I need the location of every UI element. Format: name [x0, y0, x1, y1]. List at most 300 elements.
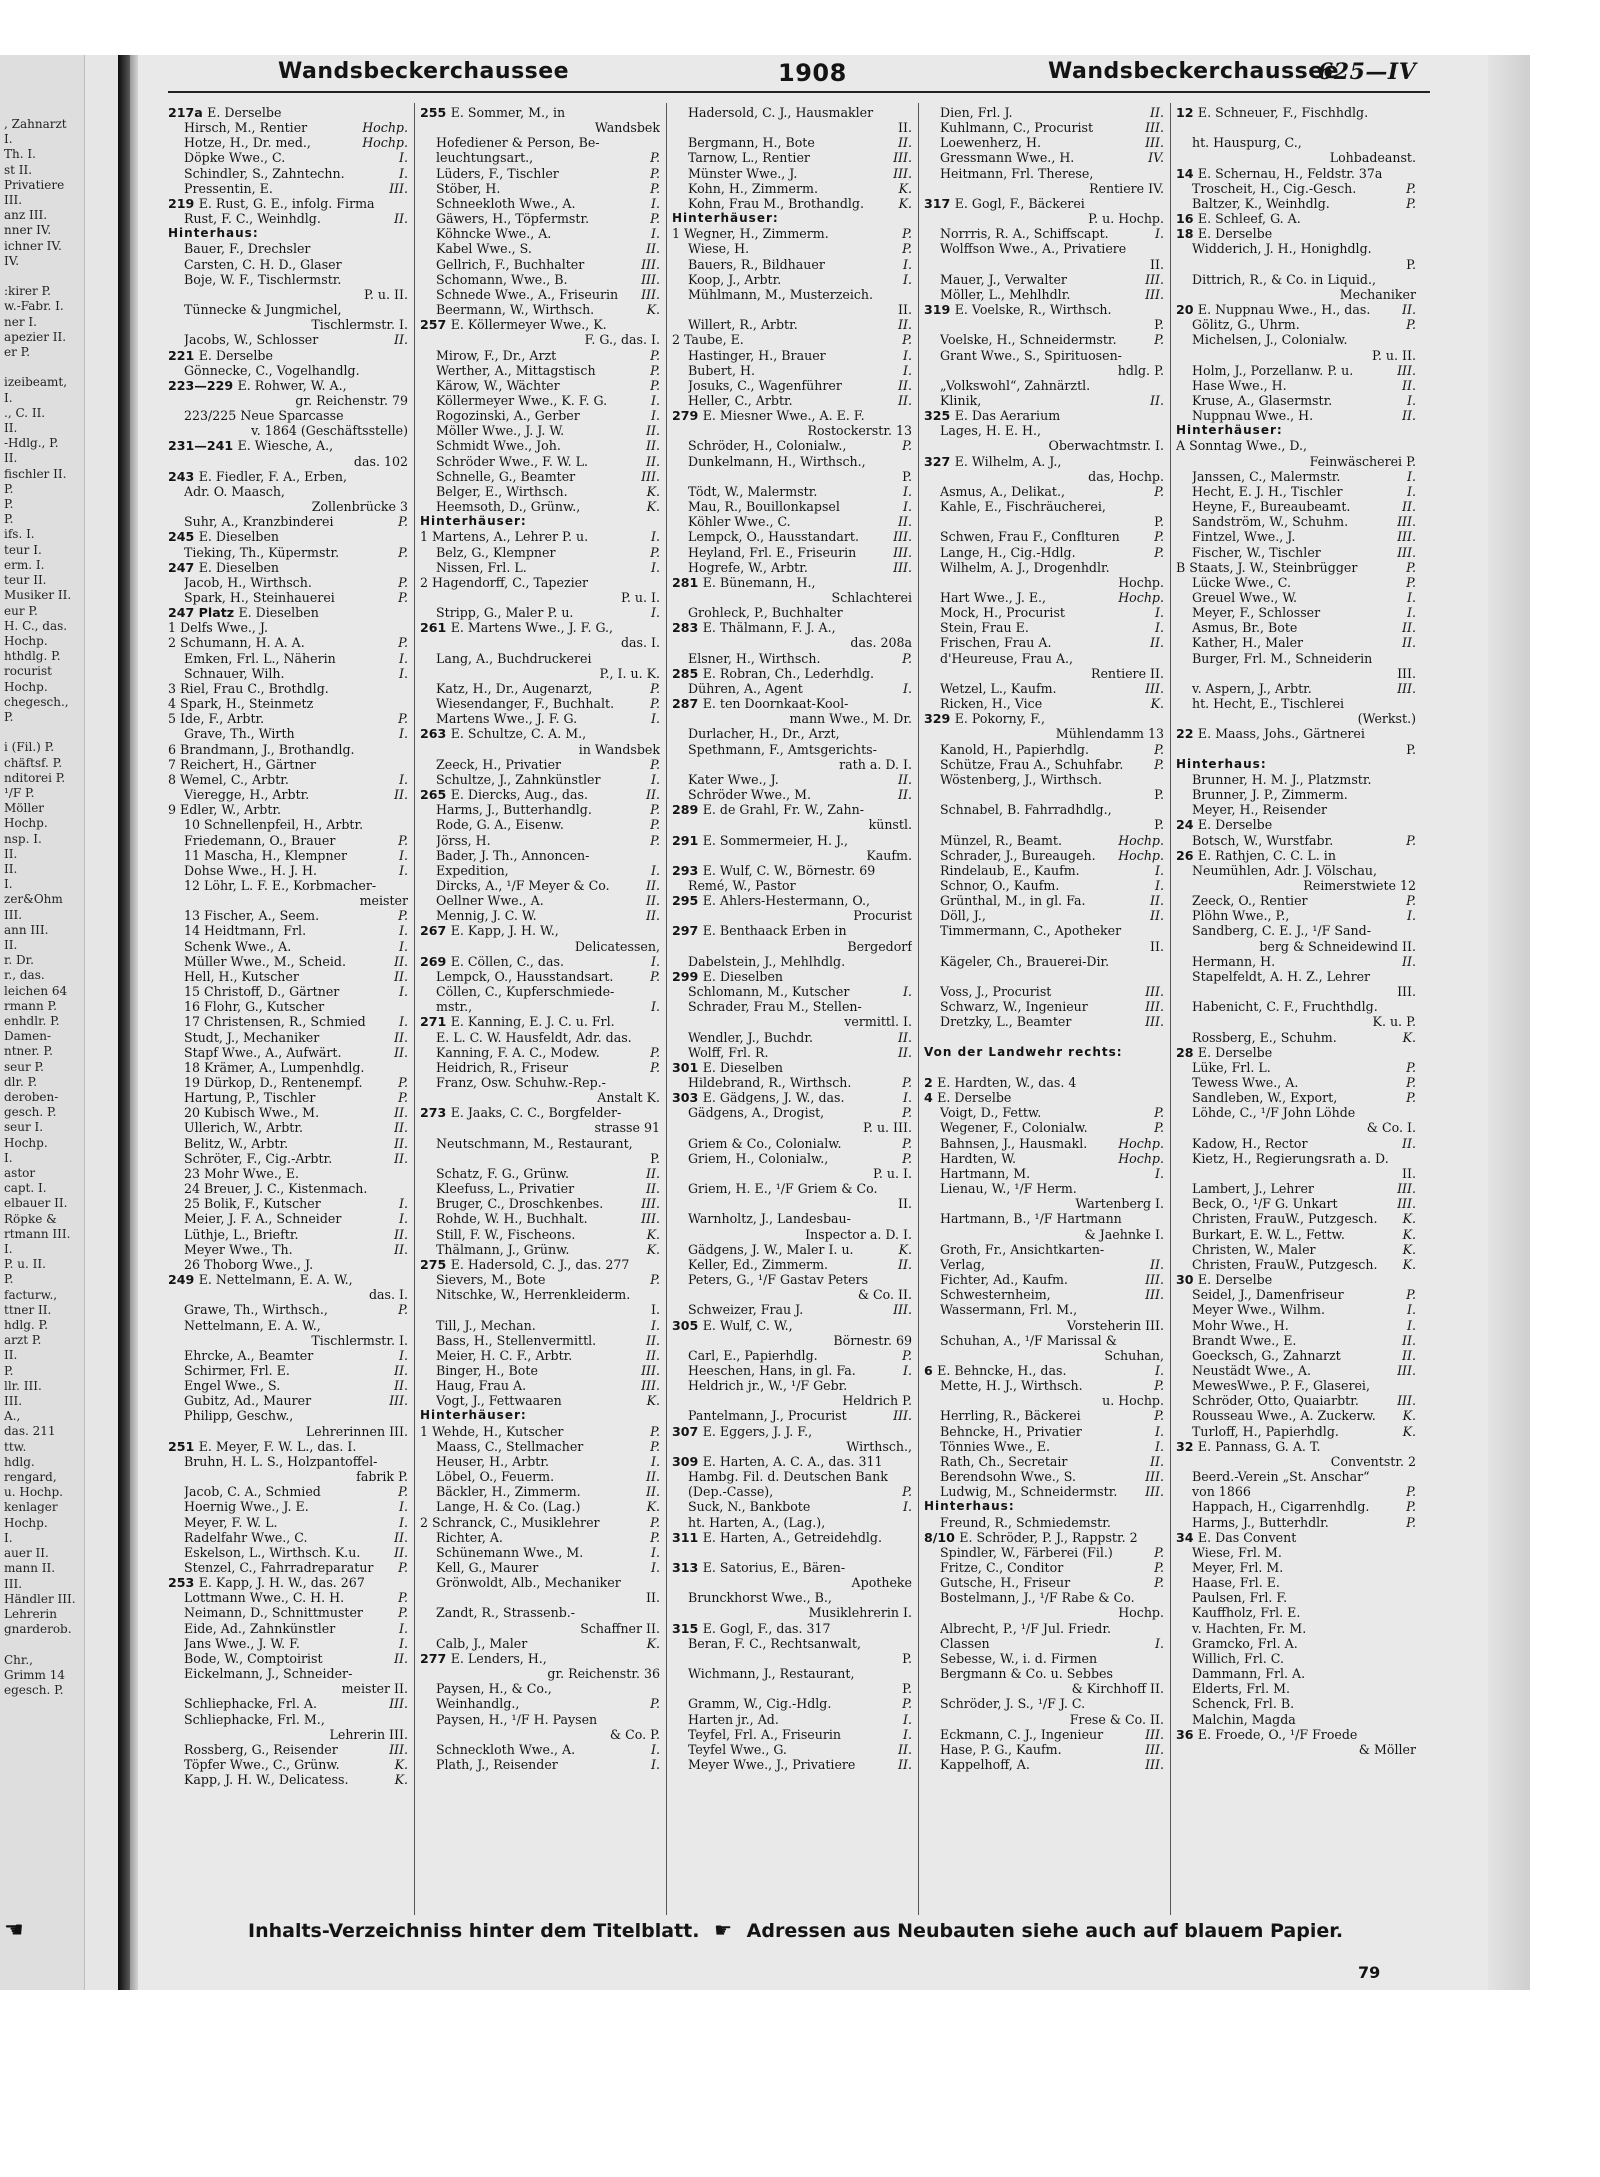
floor-indicator: III. [1145, 1014, 1164, 1030]
entry-continuation-text: Heldrich P. [842, 1393, 912, 1409]
owner-text: E. Dieselben [702, 968, 784, 984]
entry-text: Hadersold, C. J., Hausmakler [688, 105, 874, 120]
resident-entry [168, 211, 408, 226]
previous-page-fragment: II. [4, 861, 18, 876]
house-number-entry [672, 893, 912, 908]
entry-text: Kanold, H., Papierhdlg. [940, 741, 1089, 757]
floor-indicator: P. [398, 1484, 408, 1500]
floor-indicator: II. [394, 1529, 408, 1545]
footer-new-buildings-note: Adressen aus Neubauten siehe auch auf blauem Papier. [746, 1920, 1344, 1942]
entry-continuation [1176, 454, 1416, 469]
previous-page-fragment: teur II. [4, 573, 47, 588]
entry-text: Belitz, W., Arbtr. [184, 1135, 289, 1151]
resident-entry [168, 848, 408, 863]
entry-text: 2 Schranck, C., Musiklehrer [420, 1514, 600, 1530]
resident-entry [168, 1196, 408, 1211]
resident-entry [420, 1757, 660, 1772]
resident-entry [168, 1348, 408, 1363]
entry-text: Wichmann, J., Restaurant, [688, 1666, 855, 1682]
resident-entry [168, 1166, 408, 1181]
floor-indicator: P. [1406, 1499, 1416, 1515]
previous-page-fragment: III. [4, 193, 23, 208]
floor-indicator: K. [1402, 1256, 1416, 1272]
entry-text: Rogozinski, A., Gerber [436, 408, 580, 424]
resident-entry [168, 257, 408, 272]
resident-entry [672, 651, 912, 666]
entry-text: Teyfel Wwe., G. [688, 1741, 787, 1757]
floor-indicator: I. [1407, 908, 1416, 924]
previous-page-fragment: rengard, [4, 1470, 57, 1485]
owner-text: E. Diercks, Aug., das. [450, 787, 588, 803]
entry-text: Lüthje, L., Brieftr. [184, 1226, 299, 1242]
entry-text: Loewenherz, H. [940, 135, 1041, 151]
house-number: 16 [1176, 211, 1198, 227]
owner-text: E. Dieselben [238, 605, 319, 621]
owner-text: E. Schneuer, F., Fischhdlg. [1197, 105, 1369, 120]
resident-entry [420, 969, 660, 984]
resident-entry [168, 1605, 408, 1620]
entry-text: 20 Kubisch Wwe., M. [184, 1105, 320, 1121]
entry-text: Dammann, Frl. A. [1192, 1666, 1306, 1682]
entry-text: Elsner, H., Wirthsch. [688, 650, 821, 666]
floor-indicator: I. [1407, 1317, 1416, 1333]
resident-entry [1176, 332, 1416, 347]
resident-entry [672, 181, 912, 196]
entry-text: Stripp, G., Maler P. u. [436, 605, 574, 621]
floor-indicator: II. [394, 1650, 408, 1666]
entry-text: Hartung, P., Tischler [184, 1090, 316, 1106]
entry-text: v. Hachten, Fr. M. [1192, 1620, 1307, 1636]
resident-entry [672, 742, 912, 757]
floor-indicator: P. [398, 1302, 408, 1318]
resident-entry [420, 1469, 660, 1484]
entry-text: Martens Wwe., J. F. G. [436, 711, 578, 727]
entry-continuation [672, 757, 912, 772]
floor-indicator: III. [1145, 1287, 1164, 1303]
entry-continuation-text: Vorsteherin III. [1066, 1317, 1164, 1333]
floor-indicator: P. [650, 1438, 660, 1454]
resident-entry [672, 1696, 912, 1711]
entry-text: Kruse, A., Glasermstr. [1192, 392, 1333, 408]
resident-entry [672, 196, 912, 211]
entry-text [924, 711, 1164, 726]
resident-entry [1176, 1196, 1416, 1211]
house-number-entry [1176, 105, 1416, 120]
resident-entry [672, 878, 912, 893]
entry-continuation-text: Reimerstwiete 12 [1303, 877, 1416, 893]
house-number-entry [924, 1530, 1164, 1545]
entry-continuation-text: Hochp. [1118, 574, 1164, 590]
owner-text: E. Satorius, E., Bären- [702, 1560, 846, 1575]
resident-entry [420, 438, 660, 453]
house-number-entry [924, 408, 1164, 423]
house-number-entry [924, 1363, 1164, 1378]
entry-continuation [420, 939, 660, 954]
entry-text: Dircks, A., ¹/F Meyer & Co. [436, 877, 610, 893]
entry-text: Albrecht, P., ¹/F Jul. Friedr. [940, 1620, 1111, 1636]
resident-entry [924, 393, 1164, 408]
entry-text: Bäckler, H., Zimmerm. [436, 1484, 581, 1500]
previous-page-fragment: Th. I. [4, 147, 36, 162]
house-number: 231—241 [168, 438, 238, 454]
owner-text: E. Pannass, G. A. T. [1197, 1438, 1321, 1454]
entry-text: Heuser, H., Arbtr. [436, 1453, 549, 1469]
owner-text: E. Voelske, R., Wirthsch. [954, 302, 1112, 318]
entry-continuation [168, 499, 408, 514]
resident-entry [1176, 1484, 1416, 1499]
entry-continuation [924, 1605, 1164, 1620]
entry-text: Sandberg, C. E. J., ¹/F Sand- [1192, 923, 1371, 939]
resident-entry [420, 302, 660, 317]
house-number-entry [924, 302, 1164, 317]
previous-page-fragment: leichen 64 [4, 983, 68, 998]
entry-text: Müller Wwe., M., Scheid. [184, 953, 346, 969]
entry-text: Griem, H., Colonialw., [688, 1150, 829, 1166]
resident-entry [1176, 1030, 1416, 1045]
entry-text: Hase, P. G., Kaufm. [940, 1741, 1062, 1757]
previous-page-fragment: Hochp. [4, 1135, 48, 1150]
entry-continuation [1176, 984, 1416, 999]
resident-entry [672, 272, 912, 287]
entry-text: Vogt, J., Fettwaaren [436, 1393, 562, 1409]
floor-indicator: III. [1397, 1181, 1416, 1197]
resident-entry [420, 454, 660, 469]
entry-text: Kappelhoff, A. [940, 1757, 1030, 1773]
floor-indicator: P. [1154, 1560, 1164, 1575]
resident-entry [420, 469, 660, 484]
resident-entry [420, 348, 660, 363]
entry-text: Lempck, O., Hausstandart. [688, 529, 859, 545]
floor-indicator: III. [641, 468, 660, 484]
entry-text [168, 378, 408, 393]
resident-entry [420, 1287, 660, 1302]
floor-indicator: III. [893, 544, 912, 560]
resident-entry [1176, 863, 1416, 878]
entry-text [672, 969, 912, 984]
floor-indicator: II. [394, 953, 408, 969]
entry-text: 223/225 Neue Sparcasse [184, 408, 344, 424]
entry-continuation-text: das. 208a [850, 635, 912, 651]
entry-continuation-text: Rentiere IV. [1089, 180, 1164, 196]
directory-column-2 [420, 105, 660, 1910]
entry-text: Neutschmann, M., Restaurant, [436, 1135, 633, 1151]
entry-text: Groth, Fr., Ansichtkarten- [940, 1241, 1105, 1257]
previous-page-fragment: nsp. I. [4, 831, 42, 846]
resident-entry [924, 1439, 1164, 1454]
entry-text: Janssen, C., Malermstr. [1192, 468, 1341, 484]
house-number-entry [672, 1621, 912, 1636]
entry-text: Heyne, F., Bureaubeamt. [1192, 499, 1351, 515]
entry-text: Schröder, Otto, Quaiarbtr. [1192, 1393, 1359, 1409]
entry-continuation-text: meister II. [341, 1681, 408, 1697]
entry-text: Gressmann Wwe., H. [940, 150, 1075, 166]
previous-page-marker: ☚ [4, 1918, 24, 1943]
entry-text: Kohn, H., Zimmerm. [688, 180, 818, 196]
resident-entry [420, 423, 660, 438]
resident-entry [1176, 469, 1416, 484]
entry-text: 5 Ide, F., Arbtr. [168, 711, 265, 727]
resident-entry [924, 908, 1164, 923]
entry-text: Wiese, Frl. M. [1192, 1544, 1282, 1560]
floor-indicator: I. [651, 226, 660, 242]
owner-text: E. Maass, Johs., Gärtnerei [1197, 726, 1365, 742]
previous-page-fragment: ichner IV. [4, 238, 62, 253]
floor-indicator: III. [893, 559, 912, 575]
owner-text: E. Das Convent [1197, 1529, 1297, 1545]
entry-text: Christen, W., Maler [1192, 1241, 1316, 1257]
owner-text: E. Gogl, F., Bäckerei [954, 195, 1085, 211]
resident-entry [1176, 1227, 1416, 1242]
entry-text: Schirmer, Frl. E. [184, 1362, 290, 1378]
entry-text [420, 1651, 660, 1666]
floor-indicator: I. [903, 256, 912, 272]
floor-indicator: II. [646, 241, 660, 257]
entry-text [420, 317, 660, 332]
house-number-entry [1176, 1272, 1416, 1287]
resident-entry [672, 499, 912, 514]
floor-indicator: III. [641, 1362, 660, 1378]
resident-entry [672, 1045, 912, 1060]
entry-continuation-text: Procurist [853, 908, 912, 924]
entry-text: Beck, O., ¹/F G. Unkart [1192, 1196, 1338, 1212]
entry-continuation-text: P. [1154, 817, 1164, 833]
house-number-entry [672, 833, 912, 848]
entry-text: Carl, E., Papierhdlg. [688, 1347, 818, 1363]
floor-indicator: II. [394, 1105, 408, 1121]
floor-indicator: III. [1145, 120, 1164, 136]
floor-indicator: P. [398, 574, 408, 590]
entry-text: Schweizer, Frau J. [688, 1302, 804, 1318]
resident-entry [420, 378, 660, 393]
house-number: 313 [672, 1560, 703, 1575]
floor-indicator: I. [651, 605, 660, 621]
owner-text: E. Sommermeier, H. J., [702, 832, 849, 848]
entry-text: Schwarz, W., Ingenieur [940, 999, 1088, 1015]
entry-text: MewesWwe., P. F., Glaserei, [1192, 1378, 1370, 1394]
house-number: 311 [672, 1529, 703, 1545]
entry-text: Rust, F. C., Weinhdlg. [184, 211, 321, 227]
entry-text: Zeeck, O., Rentier [1192, 893, 1308, 909]
resident-entry [672, 317, 912, 332]
resident-entry [420, 1211, 660, 1226]
resident-entry [1176, 1575, 1416, 1590]
entry-text: Bruger, C., Droschkenbes. [436, 1196, 604, 1212]
resident-entry [672, 1105, 912, 1120]
owner-text: E. de Grahl, Fr. W., Zahn- [702, 802, 865, 818]
entry-text: Schmidt Wwe., Joh. [436, 438, 561, 454]
previous-page-fragment: hthdlg. P. [4, 649, 61, 664]
resident-entry [1176, 999, 1416, 1014]
house-number: 297 [672, 923, 703, 939]
house-number: 317 [924, 195, 955, 211]
resident-entry [672, 166, 912, 181]
entry-text: Wendler, J., Buchdr. [688, 1029, 813, 1045]
entry-continuation [672, 1333, 912, 1348]
entry-continuation [1176, 150, 1416, 165]
resident-entry [168, 1651, 408, 1666]
floor-indicator: I. [399, 665, 408, 681]
floor-indicator: P. [650, 165, 660, 181]
house-number: 267 [420, 923, 451, 939]
resident-entry [420, 560, 660, 575]
floor-indicator: I. [651, 559, 660, 575]
entry-continuation-text: Wartenberg I. [1075, 1196, 1164, 1212]
owner-text: E. Derselbe [207, 105, 282, 120]
resident-entry [1176, 605, 1416, 620]
floor-indicator: I. [651, 1544, 660, 1560]
floor-indicator: K. [1402, 1211, 1416, 1227]
floor-indicator: II. [646, 787, 660, 803]
entry-text: Jacob, H., Wirthsch. [184, 574, 312, 590]
resident-entry [924, 1211, 1164, 1226]
floor-indicator: I. [903, 499, 912, 515]
entry-text: Döpke Wwe., C. [184, 150, 286, 166]
entry-text: Schwesternheim, [940, 1287, 1051, 1303]
previous-page-fragment: Chr., [4, 1652, 33, 1667]
floor-indicator: II. [898, 514, 912, 530]
floor-indicator: P. [902, 650, 912, 666]
resident-entry [924, 1030, 1164, 1045]
resident-entry [672, 1545, 912, 1560]
floor-indicator: III. [1145, 1469, 1164, 1485]
house-number: 223—229 [168, 377, 238, 393]
resident-entry [1176, 196, 1416, 211]
entry-continuation [672, 1575, 912, 1590]
floor-indicator: P. [1406, 1287, 1416, 1303]
resident-entry [1176, 135, 1416, 150]
entry-text [420, 1105, 660, 1120]
resident-entry [672, 150, 912, 165]
floor-indicator: K. [1402, 1423, 1416, 1439]
floor-indicator: P. [650, 150, 660, 166]
house-number-entry [168, 1272, 408, 1287]
floor-indicator: K. [898, 195, 912, 211]
previous-page-fragment: Händler III. [4, 1591, 76, 1606]
entry-text: Lücke Wwe., C. [1192, 574, 1291, 590]
owner-text: E. Thälmann, F. J. A., [702, 620, 836, 636]
resident-entry [1176, 590, 1416, 605]
entry-text [672, 1454, 912, 1469]
house-number: 251 [168, 1438, 199, 1454]
resident-entry [168, 1211, 408, 1226]
entry-text: 26 Thoborg Wwe., J. [184, 1256, 314, 1272]
floor-indicator: I. [399, 847, 408, 863]
previous-page-fragment: Röpke & [4, 1211, 57, 1226]
entry-text: 14 Heidtmann, Frl. [184, 923, 307, 939]
floor-indicator: II. [898, 392, 912, 408]
resident-entry [672, 1242, 912, 1257]
resident-entry [168, 772, 408, 787]
entry-text: Herrling, R., Bäckerei [940, 1408, 1081, 1424]
entry-continuation-text: Apotheke [851, 1575, 912, 1591]
floor-indicator: III. [893, 165, 912, 181]
entry-text [168, 529, 408, 544]
previous-page-fragment: ann III. [4, 922, 49, 937]
resident-entry [1176, 120, 1416, 135]
resident-entry [168, 1757, 408, 1772]
resident-entry [168, 1151, 408, 1166]
floor-indicator: II. [1402, 635, 1416, 651]
house-number-entry [924, 196, 1164, 211]
floor-indicator: P. [650, 211, 660, 227]
resident-entry [420, 757, 660, 772]
entry-text: Boje, W. F., Tischlermstr. [184, 271, 342, 287]
entry-continuation-text: Schuhan, [1104, 1347, 1164, 1363]
entry-text: Meyer, F. W. L. [184, 1514, 278, 1530]
entry-continuation-text: K. u. P. [1372, 1014, 1416, 1030]
previous-page-fragment: H. C., das. [4, 618, 68, 633]
resident-entry [1176, 514, 1416, 529]
resident-entry [1176, 1666, 1416, 1681]
resident-entry [168, 1408, 408, 1423]
entry-continuation-text: & Co. II. [857, 1287, 912, 1303]
floor-indicator: II. [1402, 377, 1416, 393]
floor-indicator: III. [1145, 1726, 1164, 1742]
resident-entry [420, 1030, 660, 1045]
floor-indicator: P. [1406, 180, 1416, 196]
resident-entry [672, 1348, 912, 1363]
floor-indicator: I. [399, 1211, 408, 1227]
resident-entry [420, 499, 660, 514]
floor-indicator: K. [394, 1772, 408, 1788]
resident-entry [672, 560, 912, 575]
resident-entry [672, 681, 912, 696]
entry-text [1176, 302, 1398, 317]
entry-continuation-text: Delicatessen, [574, 938, 660, 954]
resident-entry [924, 848, 1164, 863]
owner-text: E. Dieselben [702, 1059, 784, 1075]
entry-continuation-text: Inspector a. D. I. [805, 1226, 912, 1242]
entry-text: Schnor, O., Kaufm. [940, 877, 1060, 893]
owner-text: E. Nuppnau Wwe., H., das. [1197, 302, 1371, 318]
entry-text [420, 620, 660, 635]
resident-entry [672, 1727, 912, 1742]
entry-text [1176, 211, 1416, 226]
resident-entry [420, 1196, 660, 1211]
resident-entry [924, 1515, 1164, 1530]
floor-indicator: I. [1407, 590, 1416, 605]
previous-page-fragment: II. [4, 937, 18, 952]
entry-continuation [924, 817, 1164, 832]
resident-entry [1176, 1090, 1416, 1105]
floor-indicator: II. [394, 787, 408, 803]
resident-entry [924, 1590, 1164, 1605]
entry-text: Eickelmann, J., Schneider- [184, 1666, 353, 1682]
resident-entry [672, 1363, 912, 1378]
entry-continuation-text: das. 102 [353, 453, 408, 469]
entry-text: Beran, F. C., Rechtsanwalt, [688, 1635, 861, 1651]
entry-text [420, 923, 660, 938]
house-number-entry [1176, 226, 1416, 241]
floor-indicator: I. [1407, 392, 1416, 408]
resident-entry [672, 1742, 912, 1757]
resident-entry [672, 1712, 912, 1727]
entry-text: Meyer, H., Reisender [1192, 802, 1328, 818]
entry-text: Schrader, J., Bureaugeh. [940, 847, 1096, 863]
floor-indicator: I. [1407, 468, 1416, 484]
floor-indicator: II. [394, 1544, 408, 1560]
entry-text: Kuhlmann, C., Procurist [940, 120, 1094, 136]
floor-indicator: II. [646, 1332, 660, 1348]
entry-text: Schröder Wwe., F. W. L. [436, 453, 589, 469]
floor-indicator: K. [1402, 1029, 1416, 1045]
floor-indicator: P. [1406, 195, 1416, 211]
resident-entry [1176, 1712, 1416, 1727]
house-number: 301 [672, 1059, 703, 1075]
resident-entry [168, 1014, 408, 1029]
floor-indicator: I. [399, 984, 408, 1000]
floor-indicator: P. [902, 241, 912, 257]
